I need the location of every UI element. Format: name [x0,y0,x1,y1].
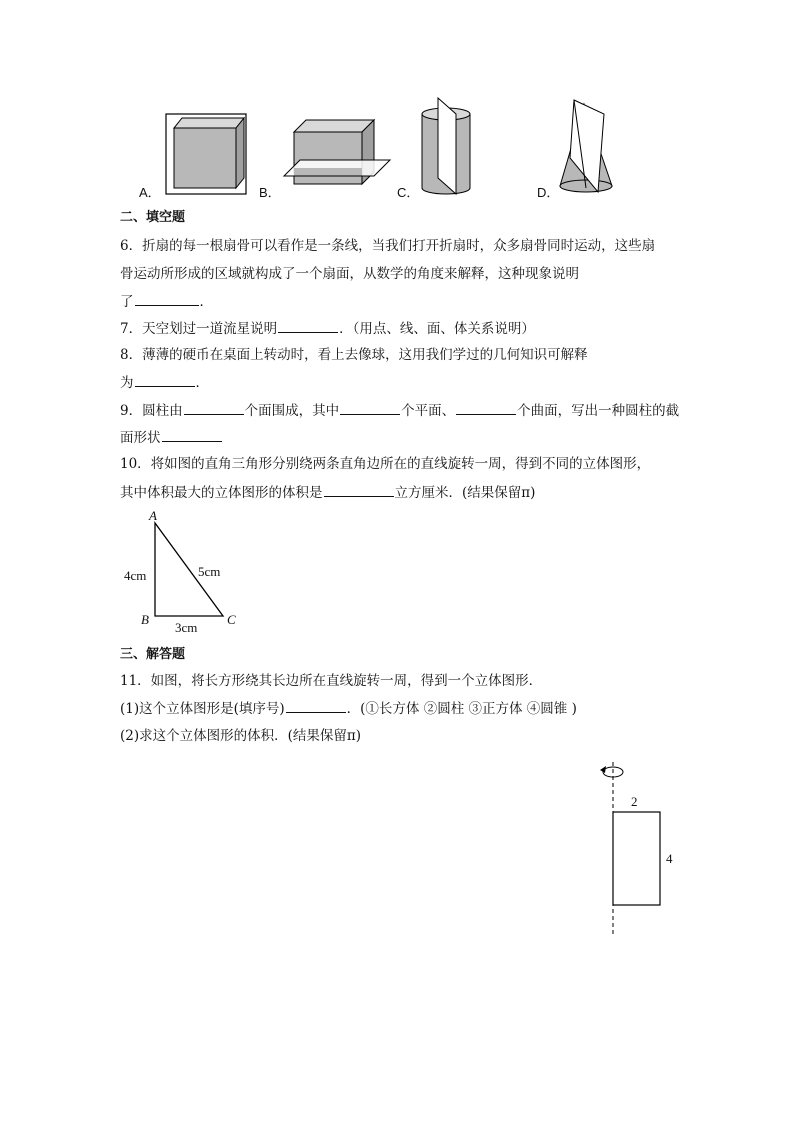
triangle-side-ab-label: 4cm [124,568,147,583]
question-9-line-2-prefix: 面形状 [120,430,161,446]
question-10-suffix: 立方厘米．(结果保留π) [394,485,536,501]
question-10-line-2 [120,482,535,503]
question-6-prefix: 了 [120,294,134,310]
figure-a-cube-vertical-plane [160,108,260,200]
question-10-answer-blank[interactable] [324,482,394,497]
question-10-prefix: 其中体积最大的立体图形的体积是 [120,485,323,501]
question-9-part-3: 个平面、 [401,403,456,419]
question-9-part-4: 个曲面，写出一种圆柱的截 [517,403,680,419]
question-6-line-3 [120,291,213,312]
question-6-line-2: 骨运动所形成的区域就构成了一个扇面，从数学的角度来解释，这种现象说明 [120,266,579,282]
section-2-heading: 二、填空题 [120,210,186,225]
question-11-part-1-suffix: ．(①长方体 ②圆柱 ③正方体 ④圆锥 ) [346,701,577,717]
option-d-label: D． [537,185,560,200]
figure-b-cube-horizontal-plane [280,112,392,192]
triangle-side-ac-label: 5cm [198,564,221,579]
section-3-heading: 三、解答题 [120,647,186,662]
option-b-label: B． [259,185,281,200]
question-7-suffix: ．（用点、线、面、体关系说明） [339,321,535,337]
question-10-line-1: 10．将如图的直角三角形分别绕两条直角边所在的直线旋转一周，得到不同的立体图形， [120,456,651,472]
triangle-vertex-a: A [149,508,157,523]
rectangle-width-label: 2 [631,794,638,809]
question-9-blank-1[interactable] [184,400,244,415]
question-6-line-1: 6．折扇的每一根扇骨可以看作是一条线，当我们打开折扇时，众多扇骨同时运动，这些扇 [120,238,656,254]
figure-c-cylinder-plane [416,94,480,198]
question-9-line-2 [120,427,223,448]
question-11-part-1-prefix: (1)这个立体图形是(填序号) [120,701,285,717]
question-9-blank-4[interactable] [162,427,222,442]
question-9-blank-3[interactable] [456,400,516,415]
rotation-arrow-icon [600,766,623,777]
question-8-line-1: 8．薄薄的硬币在桌面上转动时，看上去像球，这用我们学过的几何知识可解释 [120,347,588,363]
question-7-answer-blank[interactable] [278,318,338,333]
figure-d-cone-plane [556,98,618,198]
question-7-prefix: 7．天空划过一道流星说明 [120,321,278,337]
triangle-side-bc-label: 3cm [175,620,198,635]
question-6-answer-blank[interactable] [135,291,199,306]
triangle-vertex-b: B [141,612,149,627]
question-8-line-2 [120,372,209,393]
triangle-vertex-c: C [227,612,236,627]
question-11-part-1 [120,698,577,719]
question-7 [120,318,535,339]
question-9-part-2: 个面围成，其中 [244,403,340,419]
question-9-blank-2[interactable] [340,400,400,415]
rectangle-height-label: 4 [666,851,673,866]
question-11-answer-blank[interactable] [286,698,346,713]
option-c-label: C． [397,185,420,200]
option-a-label: A． [139,185,161,200]
question-11-line-1: 11．如图，将长方形绕其长边所在直线旋转一周，得到一个立体图形． [120,673,543,689]
rotating-rectangle-figure [590,760,670,940]
question-9-line-1 [120,400,679,421]
question-8-suffix: ． [195,375,209,391]
question-8-answer-blank[interactable] [135,372,195,387]
question-9-part-1: 9．圆柱由 [120,403,183,419]
question-11-part-2: (2)求这个立体图形的体积．(结果保留π) [120,728,362,744]
question-6-suffix: ． [199,294,213,310]
question-8-prefix: 为 [120,375,134,391]
